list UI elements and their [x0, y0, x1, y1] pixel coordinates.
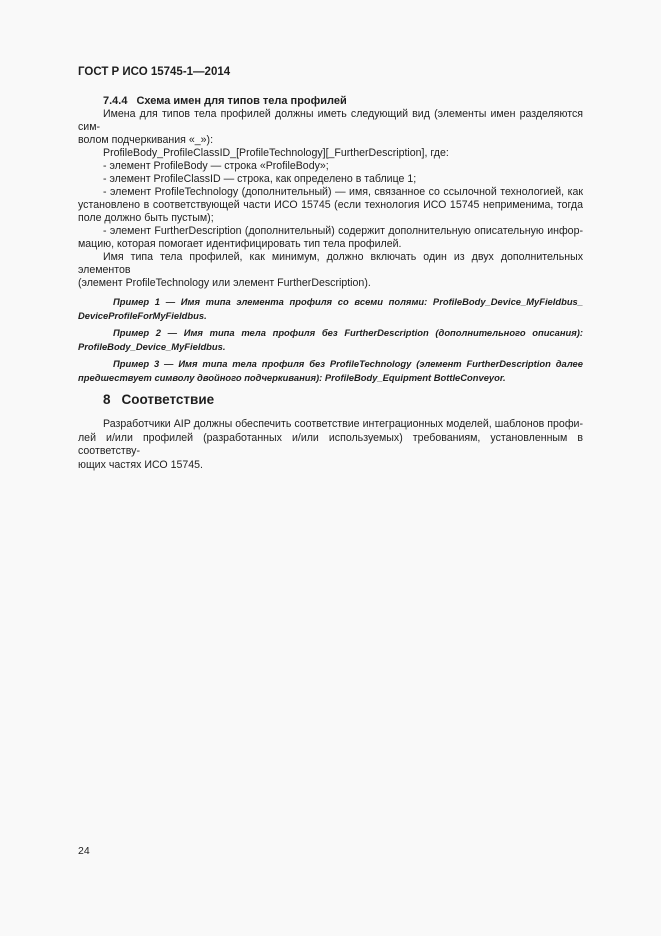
paragraph-line: ющих частях ИСО 15745.: [78, 458, 203, 471]
paragraph-line: лей и/или профилей (разработанных и/или используемых) требованиям, установленным в соответству-: [78, 431, 583, 457]
section-8-paragraph: [78, 418, 583, 472]
example-2: [78, 326, 583, 353]
bullet-item: - элемент ProfileClassID — строка, как определено в таблице 1;: [103, 173, 417, 185]
example-line: Пример 1 — Имя типа элемента профиля со всеми полями: ProfileBody_Device_MyFieldbus_: [113, 296, 583, 307]
section-7-4-4-title: Схема имен для типов тела профилей: [136, 95, 347, 107]
paragraph-line: волом подчеркивания «_»):: [78, 134, 214, 146]
example-line: DeviceProfileForMyFieldbus.: [78, 309, 207, 321]
paragraph-line: (элемент ProfileTechnology или элемент FurtherDescription).: [78, 277, 371, 289]
bullet-item-line: установлено в соответствующей части ИСО 15745 (если технология ИСО 15745 неприменима, тогда: [78, 199, 583, 211]
bullet-item-line: поле должно быть пустым);: [78, 212, 214, 224]
paragraph-line: Имя типа тела профилей, как минимум, должно включать один из двух дополнительных элементов: [78, 251, 583, 276]
page-content: [78, 66, 583, 472]
example-line: Пример 3 — Имя типа тела профиля без ProfileTechnology (элемент FurtherDescription далее: [113, 358, 583, 369]
paragraph-line: Разработчики AIP должны обеспечить соответствие интеграционных моделей, шаблонов профи-: [103, 418, 583, 430]
section-7-4-4-heading: [78, 95, 583, 108]
paragraph-line: Имена для типов тела профилей должны иметь следующий вид (элементы имен разделяются сим-: [78, 108, 583, 133]
bullet-item-line: - элемент FurtherDescription (дополнительный) содержит дополнительную описательную инфор-: [103, 225, 583, 237]
example-line: ProfileBody_Device_MyFieldbus.: [78, 340, 226, 352]
example-line: предшествует символу двойного подчеркивания): ProfileBody_Equipment BottleConveyor.: [78, 371, 506, 383]
example-line: Пример 2 — Имя типа тела профиля без FurtherDescription (дополнительного описания):: [113, 327, 583, 338]
bullet-item-line: мацию, которая помогает идентифицировать тип тела профилей.: [78, 238, 402, 250]
bullet-item-line: - элемент ProfileTechnology (дополнительный) — имя, связанное со ссылочной технологией, как: [103, 186, 583, 198]
page-number: 24: [78, 845, 90, 857]
section-8-title: Соответствие: [121, 392, 215, 407]
formula-line: ProfileBody_ProfileClassID_[ProfileTechnology][_FurtherDescription], где:: [103, 147, 449, 159]
bullet-item: - элемент ProfileBody — строка «ProfileBody»;: [103, 160, 329, 172]
example-1: [78, 295, 583, 322]
section-8-number: 8: [103, 392, 111, 407]
running-header: ГОСТ Р ИСО 15745-1—2014: [78, 66, 231, 78]
example-3: [78, 357, 583, 384]
section-7-4-4-number: 7.4.4: [103, 95, 128, 107]
section-8-heading: [78, 391, 583, 408]
